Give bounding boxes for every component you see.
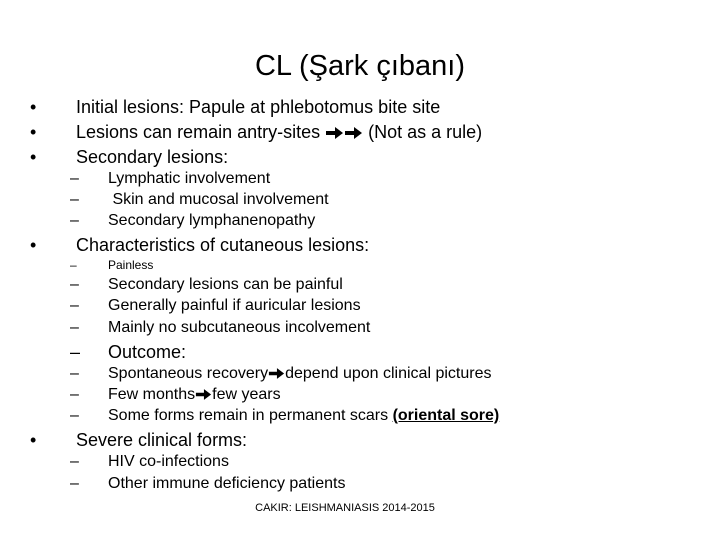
dash-marker: – <box>70 407 79 424</box>
dash-marker: – <box>70 276 79 293</box>
sub-item-text-part: few years <box>212 386 281 403</box>
bullet-text: Severe clinical forms: <box>76 430 248 450</box>
bullet-text: Initial lesions: Papule at phlebotomus bite site <box>76 97 441 117</box>
bullet-marker: • <box>30 97 37 117</box>
dash-marker: – <box>70 297 79 314</box>
slide-title: CL (Şark çıbanı) <box>254 50 466 82</box>
dash-marker: – <box>70 319 79 336</box>
sub-item-text: Other immune deficiency patients <box>108 475 346 492</box>
sub-item-text-part: Spontaneous recovery <box>108 365 269 382</box>
sub-item-text <box>108 365 491 383</box>
sub-item-text: Painless <box>108 258 154 272</box>
dash-marker: – <box>70 453 79 470</box>
sub-item-text-part: Some forms remain in permanent scars <box>108 407 389 424</box>
arrow-right-icon <box>325 126 344 140</box>
dash-marker: – <box>70 191 79 208</box>
sub-item-text <box>108 386 281 404</box>
dash-marker: – <box>70 212 79 229</box>
bullet-text: Secondary lesions: <box>76 147 229 167</box>
arrow-right-icon <box>344 126 363 140</box>
bullet-marker: • <box>30 235 37 255</box>
sub-item-text: Skin and mucosal involvement <box>108 191 329 208</box>
bullet-text-part: (Not as a rule) <box>368 122 483 142</box>
sub-item-text: Secondary lymphanenopathy <box>108 212 316 229</box>
sub-item-text-part: depend upon clinical pictures <box>285 365 492 382</box>
sub-item-text: Outcome: <box>108 342 187 362</box>
bullet-marker: • <box>30 147 37 167</box>
sub-item-text: Lymphatic involvement <box>108 170 271 187</box>
bullet-text-part: Lesions can remain antry-sites <box>76 122 321 142</box>
arrow-right-icon <box>268 367 285 380</box>
sub-item-text: Generally painful if auricular lesions <box>108 297 361 314</box>
sub-item-text: Secondary lesions can be painful <box>108 276 343 293</box>
bullet-marker: • <box>30 430 37 450</box>
arrow-right-icon <box>195 388 212 401</box>
sub-item-text: Mainly no subcutaneous incolvement <box>108 319 371 336</box>
dash-marker: – <box>70 386 79 403</box>
dash-marker: – <box>70 170 79 187</box>
bullet-text <box>76 122 482 143</box>
sub-item-text <box>108 407 499 425</box>
slide-footer: CAKIR: LEISHMANIASIS 2014-2015 <box>255 502 435 514</box>
dash-marker: – <box>70 365 79 382</box>
sub-item-text: HIV co-infections <box>108 453 229 470</box>
dash-marker: – <box>70 258 77 272</box>
oriental-sore-link[interactable]: (oriental sore) <box>392 407 500 424</box>
dash-marker: – <box>70 342 81 362</box>
sub-item-text-part: Few months <box>108 386 196 403</box>
dash-marker: – <box>70 475 79 492</box>
bullet-text: Characteristics of cutaneous lesions: <box>76 235 370 255</box>
bullet-marker: • <box>30 122 37 142</box>
